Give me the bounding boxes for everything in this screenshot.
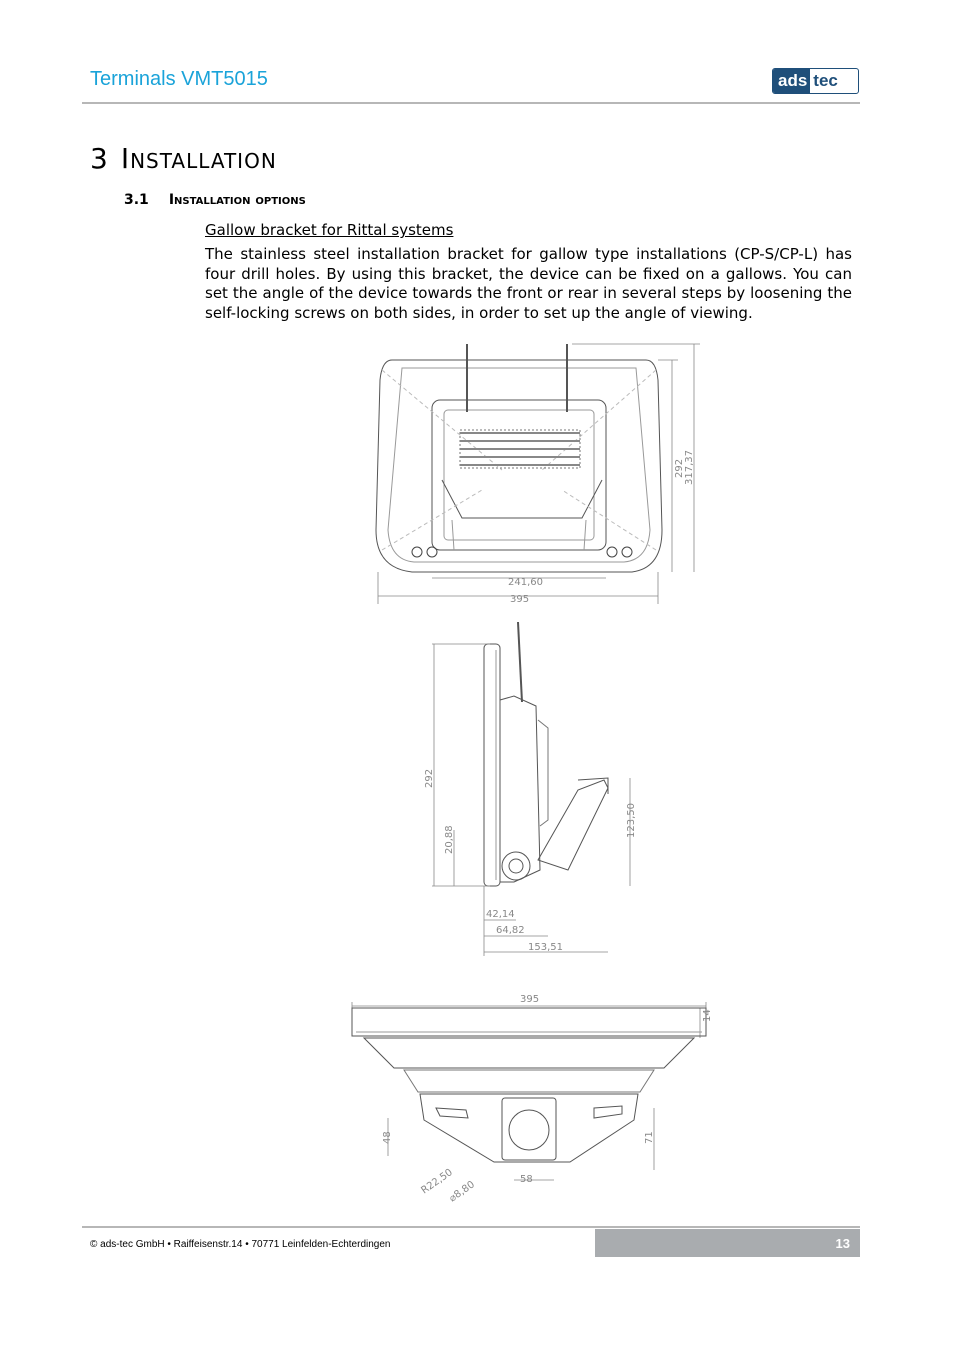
bottom-view-drawing [344,990,722,1208]
front-dim-width: 395 [510,594,530,605]
side-view-drawing [418,620,648,958]
section-heading [124,192,306,208]
side-dim-e: 153,51 [528,942,563,953]
chapter-number: 3 [90,142,109,175]
side-dim-c: 42,14 [486,909,515,920]
side-antenna [518,622,522,702]
chapter-heading [90,142,277,175]
page-number: 13 [835,1236,850,1251]
bottom-bracket [420,1094,638,1162]
footer-copyright: © ads-tec GmbH • Raiffeisenstr.14 • 70771 Leinfelden-Echterdingen [90,1239,391,1250]
section-number: 3.1 [124,192,149,208]
bottom-dim-48: 48 [382,1131,393,1144]
vent-holes [460,430,580,468]
footer-divider [82,1226,860,1228]
bottom-rear-housing [364,1038,694,1068]
side-dim-d: 64,82 [496,925,525,936]
rear-module-outline [432,400,606,550]
front-view-drawing [362,340,707,608]
side-dim-b: 123,50 [626,803,637,838]
section-title: Installation options [168,192,306,208]
bottom-dim-depth: 14 [702,1009,713,1022]
bottom-dim-71: 71 [644,1131,655,1144]
side-panel-outline [484,644,500,886]
front-dim-height: 317,37 [684,450,695,485]
body-paragraph: The stainless steel installation bracket for gallow type installations (CP-S/CP-L) has four drill holes. By using this bracket, the device can be fixed on a gallows. You can set the angle of the device towards the front or rear in several steps by loosening the self-locking screws on both sides, in order to set up the angle of viewing. [205,245,852,322]
front-dim-inner-height: 292 [674,458,685,478]
subheading: Gallow bracket for Rittal systems [205,221,454,239]
header-divider [82,102,860,104]
ads-tec-logo [772,68,859,94]
side-dim-height: 292 [424,768,435,788]
chapter-title: Installation [120,142,277,175]
side-dim-a: 20,88 [444,825,455,854]
bottom-dim-width: 395 [520,994,540,1005]
bottom-dim-58: 58 [520,1174,533,1185]
page-number-box [595,1229,860,1257]
logo-part-ads: ads [773,69,810,93]
document-header-title: Terminals VMT5015 [90,68,268,90]
bottom-dim-hole: ⌀8,80 [447,1179,477,1205]
logo-part-tec: tec [813,71,838,90]
front-dim-inner-width: 241,60 [508,577,543,588]
side-rear-housing [500,696,540,882]
bottom-dim-radius: R22,50 [419,1167,455,1197]
